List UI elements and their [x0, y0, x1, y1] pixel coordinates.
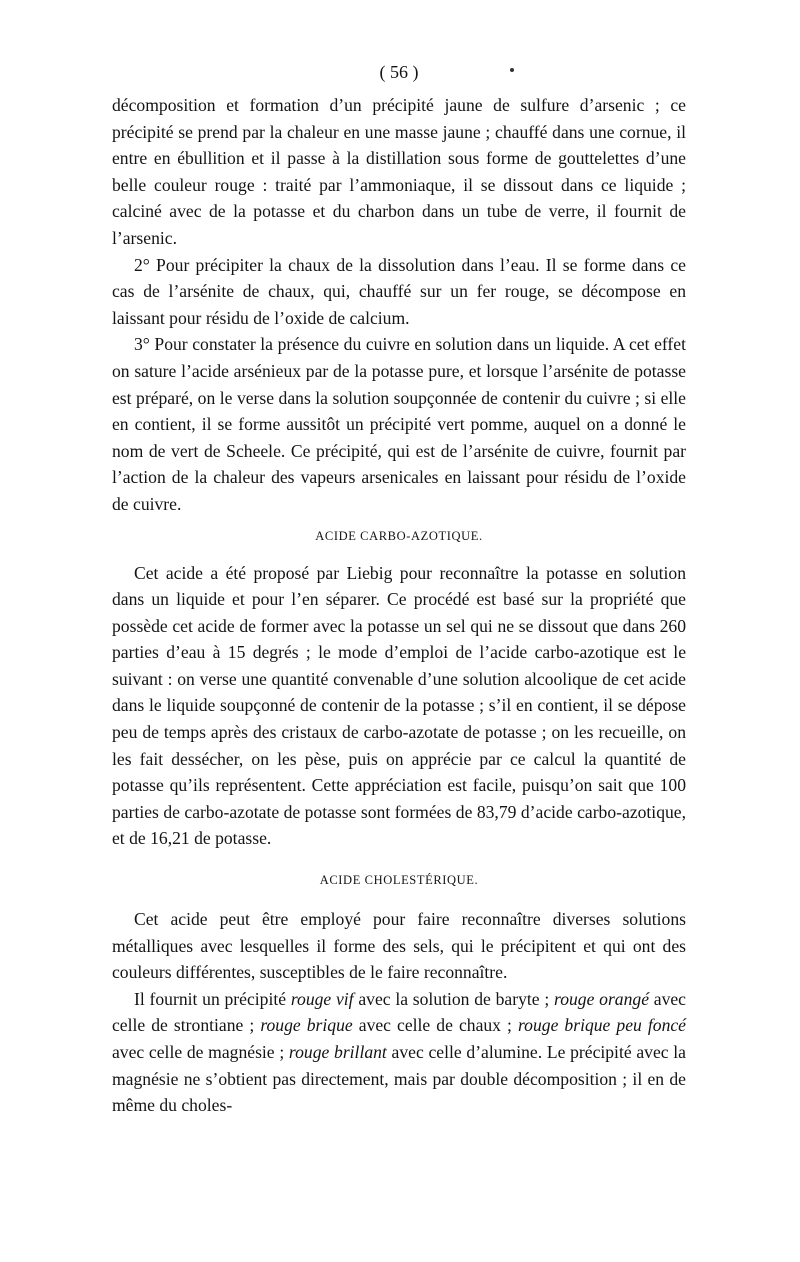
text-run: avec celle de chaux ; [352, 1015, 518, 1036]
text-run: avec celle de magnésie ; [112, 1042, 289, 1062]
page-number: ( 56 ) [379, 62, 419, 82]
paragraph-cholesterique-precipites [112, 986, 686, 1119]
italic-run: rouge orangé [554, 988, 649, 1009]
paragraph-chaux: 2° Pour précipiter la chaux de la dissolution dans l’eau. Il se forme dans ce cas de l’arsénite de chaux, qui, chauffé sur un fer rouge, se décompose en laissant pour résidu de l’oxide de calcium. [112, 254, 686, 328]
section-heading-carbo-azotique: ACIDE CARBO-AZOTIQUE. [315, 528, 483, 543]
section-heading-cholesterique: ACIDE CHOLESTÉRIQUE. [319, 873, 479, 888]
paragraph-cuivre: 3° Pour constater la présence du cuivre en solution dans un liquide. A cet effet on sature l’acide arsénieux par de la potasse pure, et lorsque l’arsénite de potasse est préparé, on le verse dans la solution soupçonnée de contenir du cuivre ; si elle en contient, il se forme aussitôt un précipité vert pomme, auquel on a donné le nom de vert de Scheele. Ce précipité, qui est de l’arsénite de cuivre, fournit par l’action de la chaleur des vapeurs arsenicales en laissant pour résidu de l’oxide de cuivre. [112, 334, 686, 514]
paragraph-carbo-azotique: Cet acide a été proposé par Liebig pour reconnaître la potasse en solution dans un liquide et pour l’en séparer. Ce procédé est basé sur la propriété que possède cet acide de former avec la potasse un sel qui ne se dissout que dans 260 parties d’eau à 15 degrés ; le mode d’emploi de l’acide carbo-azotique est le suivant : on verse une quantité convenable d’une solution alcoolique de cet acide dans le liquide soupçonné de contenir de la potasse ; s’il en contient, il se dépose peu de temps après des cristaux de carbo-azotate de potasse ; on les recueille, on les fait dessécher, on les pèse, puis on apprécie par ce calcul la quantité de potasse qu’ils représentent. Cette appréciation est facile, puisqu’on sait que 100 parties de carbo-azotate de potasse sont formées de 83,79 d’acide carbo-azotique, et de 16,21 de potasse. [112, 562, 686, 849]
text-run: avec la solution de baryte ; [353, 988, 554, 1009]
paragraph-cholesterique-intro: Cet acide peut être employé pour faire reconnaître diverses solutions métalliques avec lesquelles il forme des sels, qui le précipitent et qui ont des couleurs différentes, susceptibles de le faire reconnaître. [112, 909, 686, 983]
text-run: avec celle de strontiane ; [112, 988, 686, 1036]
italic-run: rouge brillant [288, 1042, 387, 1062]
paragraph-arsenic-sulfide: décomposition et formation d’un précipité jaune de sulfure d’arsenic ; ce précipité se prend par la chaleur en une masse jaune ; chauffé dans une cornue, il entre en ébullition et il passe à la distillation sous forme de gouttelettes d’une belle couleur rouge : traité par l’ammoniaque, il se dissout dans ce liquide ; calciné avec de la potasse et du charbon dans un tube de verre, il fournit de l’arsenic. [112, 95, 686, 248]
book-page [112, 60, 686, 1119]
italic-run: rouge vif [290, 988, 354, 1009]
italic-run: rouge brique [260, 1015, 353, 1036]
text-run: Il fournit un précipité [134, 988, 291, 1009]
text-run: avec celle d’alumine. Le précipité avec la magnésie ne s’obtient pas directement, mais par double décomposition ; il en de même du choles- [112, 1042, 686, 1116]
italic-run: rouge brique peu foncé [517, 1015, 686, 1036]
